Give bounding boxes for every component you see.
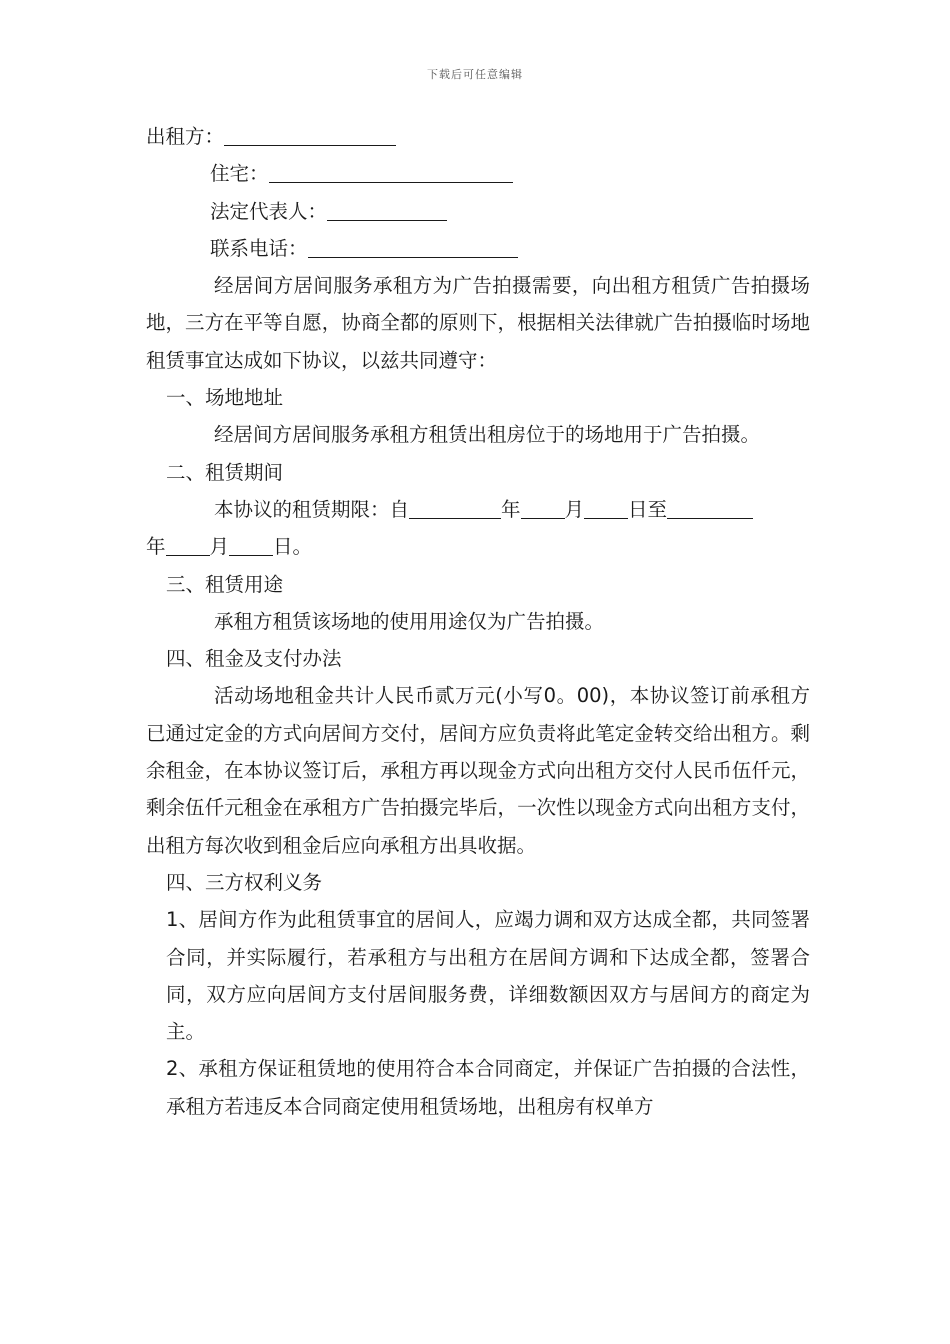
obligation-item-2: 2、承租方保证租赁地的使用符合本合同商定，并保证广告拍摄的合法性，承租方若违反本合同商定使用租赁场地，出租房有权单方	[166, 1057, 810, 1118]
phone-line	[146, 230, 810, 267]
start-month-blank	[521, 498, 565, 519]
intro-paragraph: 经居间方居间服务承租方为广告拍摄需要，向出租方租赁广告拍摄场地，三方在平等自愿，协商全都的原则下，根据相关法律就广告拍摄临时场地租赁事宜达成如下协议，以兹共同遵守：	[146, 274, 810, 372]
end-year-blank	[667, 498, 753, 519]
lessor-line	[146, 118, 810, 155]
start-year-blank	[409, 498, 501, 519]
legal-rep-label: 法定代表人：	[210, 199, 328, 223]
section-1-text: 经居间方居间服务承租方租赁出租房位于的场地用于广告拍摄。	[214, 423, 761, 447]
residence-line	[146, 155, 810, 192]
contract-body	[146, 118, 810, 1125]
section-5-title: 四、三方权利义务	[166, 870, 323, 894]
section-4-text: 活动场地租金共计人民币贰万元(小写0。00)，本协议签订前承租方已通过定金的方式向居间方交付，居间方应负责将此笔定金转交给出租方。剩余租金，在本协议签订后，承租方再以现金方式向出租方交付人民币伍仟元，剩余伍仟元租金在承租方广告拍摄完毕后，一次性以现金方式向出租方支付，出租方每次收到租金后应向承租方出具收据。	[146, 684, 810, 857]
legal-rep-blank	[327, 200, 447, 221]
residence-blank	[269, 162, 513, 183]
section-3-text: 承租方租赁该场地的使用用途仅为广告拍摄。	[214, 609, 605, 633]
lessor-label: 出租方：	[146, 125, 225, 148]
start-day-blank	[584, 498, 628, 519]
end-month-blank	[166, 535, 210, 556]
section-1-title: 一、场地地址	[166, 386, 284, 410]
lessor-blank	[224, 125, 396, 146]
section-3-title: 三、租赁用途	[166, 572, 284, 596]
legal-rep-line	[146, 193, 810, 230]
phone-label: 联系电话：	[210, 236, 308, 260]
day-end-label: 日。	[273, 535, 313, 559]
section-2-term-end	[146, 528, 810, 565]
obligation-item-1: 1、居间方作为此租赁事宜的居间人，应竭力调和双方达成全都，共同签署合同，并实际履行，若承租方与出租方在居间方调和下达成全都，签署合同，双方应向居间方支付居间服务费，详细数额因双方与居间方的商定为主。	[166, 908, 810, 1044]
residence-label: 住宅：	[210, 162, 269, 186]
section-2-term	[146, 491, 810, 528]
month-label-2: 月	[209, 535, 230, 559]
day-to-label: 日至	[628, 497, 668, 521]
year-label-2: 年	[146, 535, 166, 559]
year-label: 年	[501, 497, 521, 521]
term-label: 本协议的租赁期限：自	[214, 497, 410, 521]
page-header: 下载后可任意编辑	[427, 68, 523, 81]
section-2-title: 二、租赁期间	[166, 460, 284, 484]
month-label: 月	[564, 497, 585, 521]
phone-blank	[308, 237, 518, 258]
section-4-title: 四、租金及支付办法	[166, 647, 342, 671]
end-day-blank	[229, 535, 273, 556]
